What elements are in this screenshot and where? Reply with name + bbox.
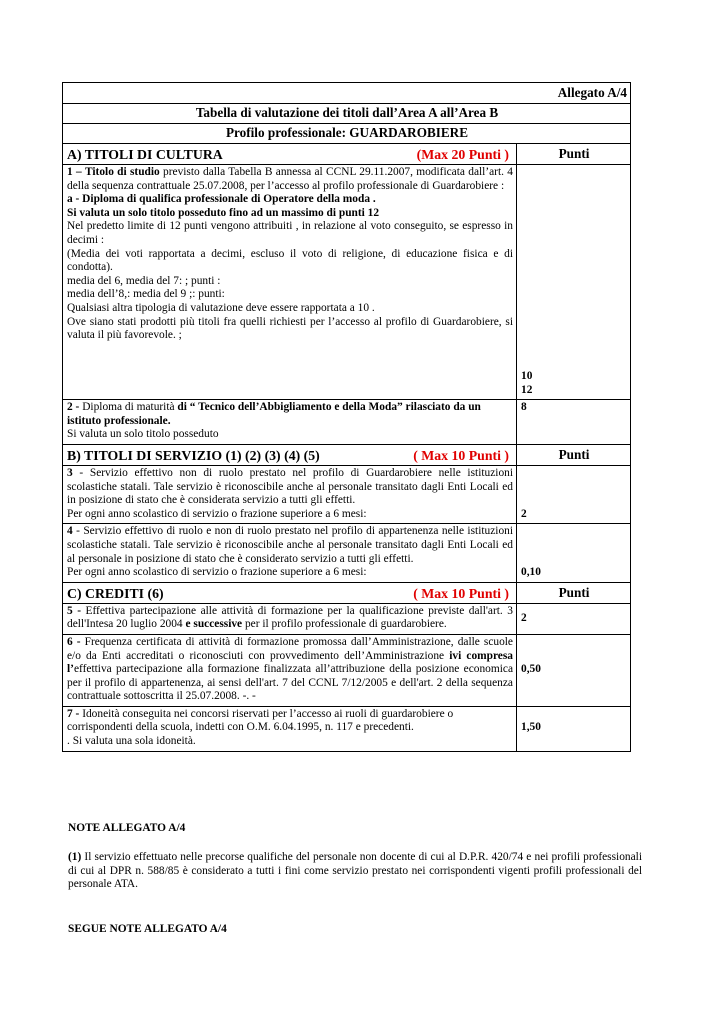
- section-a-header: [63, 144, 631, 165]
- segue-notes-title: SEGUE NOTE ALLEGATO A/4: [68, 923, 227, 935]
- section-a-name: A) TITOLI DI CULTURA: [67, 147, 223, 162]
- section-c-punti: Punti: [517, 582, 631, 603]
- title-row: [63, 104, 631, 124]
- section-c-header: [63, 582, 631, 603]
- section-a-punti: Punti: [517, 144, 631, 165]
- item-2-description: 2 - Diploma di maturità di “ Tecnico dell’Abbigliamento e della Moda” rilasciato da un istituto professionale. Si valuta un solo titolo posseduto: [63, 400, 517, 445]
- item-1-label: Titolo di studio: [84, 166, 160, 178]
- item-3-points: 2: [517, 465, 631, 523]
- item-5-points: 2: [517, 603, 631, 634]
- item-6-points: 0,50: [517, 634, 631, 706]
- table-row: [63, 165, 631, 400]
- item-7-description: 7 - Idoneità conseguita nei concorsi riservati per l’accesso ai ruoli di guardarobiere o corrispondenti della scuola, indetti con O.M. 6.04.1995, n. 117 e precedenti. . Si valuta una sola idoneità.: [63, 706, 517, 751]
- item-7-points: 1,50: [517, 706, 631, 751]
- section-b-punti: Punti: [517, 444, 631, 465]
- note-1: (1) Il servizio effettuato nelle precorse qualifiche del personale non docente di cui al D.P.R. 420/74 e nei profili professionali di cui al DPR n. 588/85 è considerato a tutti i fini come servizio prestato nei corrispondenti vigenti profili professionali del personale ATA.: [68, 851, 642, 891]
- item-2-points: 8: [517, 400, 631, 445]
- item-4-description: 4 - Servizio effettivo di ruolo e non di ruolo prestato nel profilo di appartenenza nelle istituzioni scolastiche statali. Tale servizio è riconoscibile anche al personale transitato dagli Enti Locali ed al personale in posizione di stato che è considerato servizio a tutti gli effetti. Per ogni anno scolastico di servizio o frazione superiore a 6 mesi:: [63, 524, 517, 582]
- table-row: [63, 706, 631, 751]
- table-title: Tabella di valutazione dei titoli dall’Area A all’Area B: [63, 104, 631, 124]
- table-row: [63, 634, 631, 706]
- item-5-description: 5 - Effettiva partecipazione alle attività di formazione per la qualificazione previste dall'art. 3 dell'Intesa 20 luglio 2004 e successive per il profilo professionale di guardarobiere.: [63, 603, 517, 634]
- section-b-header: [63, 444, 631, 465]
- table-row: [63, 465, 631, 523]
- table-row: [63, 524, 631, 582]
- item-1-description: 1 – Titolo di studio previsto dalla Tabella B annessa al CCNL 29.11.2007, modificata dall’art. 4 della sequenza contrattuale 25.07.2008, per l’accesso al profilo professionale di Guardarobiere : a - Diploma di qualifica professionale di Operatore della moda . Si valuta un solo titolo posseduto fino ad un massimo di punti 12 Nel predetto limite di 12 punti vengono attribuiti , in relazione al voto conseguito, se espresso in decimi : (Media dei voti rapportata a decimi, escluso il voto di religione, di educazione fisica e di condotta). media del 6, media del 7: ; punti : media dell’8,: media del 9 ;: punti: Qualsiasi altra tipologia di valutazione deve essere rapportata a 10 . Ove siano stati prodotti più titoli fra quelli richiesti per l’accesso al profilo di Guardarobiere, si valuta il più favorevole. ;: [63, 165, 517, 400]
- section-a-max: (Max 20 Punti ): [416, 147, 509, 162]
- profile-row: [63, 124, 631, 144]
- allegato-label: Allegato A/4: [63, 83, 631, 104]
- item-6-description: 6 - Frequenza certificata di attività di formazione promossa dall’Amministrazione, dalle scuole e/o da Enti accreditati o riconosciuti con provvedimento dell’Amministrazione ivi compresa l’effettiva partecipazione alla formazione finalizzata all’attribuzione della posizione economica per il profilo di appartenenza, ai sensi dell'art. 7 del CCNL 7/12/2005 e dell'art. 2 della sequenza contrattuale sottoscritta il 25.07.2008. -. -: [63, 634, 517, 706]
- table-row: [63, 603, 631, 634]
- section-c-max: ( Max 10 Punti ): [413, 585, 509, 601]
- item-1-points: 10 12: [517, 165, 631, 400]
- section-b-name: B) TITOLI DI SERVIZIO (1) (2) (3) (4) (5): [67, 447, 320, 463]
- section-b-max: ( Max 10 Punti ): [413, 447, 509, 463]
- table-row: [63, 400, 631, 445]
- section-c-name: C) CREDITI (6): [67, 585, 164, 601]
- profile-title: Profilo professionale: GUARDAROBIERE: [63, 124, 631, 144]
- allegato-row: [63, 83, 631, 104]
- item-4-points: 0,10: [517, 524, 631, 582]
- item-3-description: 3 - Servizio effettivo non di ruolo prestato nel profilo di Guardarobiere nelle istituzioni scolastiche statali. Tale servizio è riconoscibile anche al personale transitato dagli Enti Locali ed in posizione di stato che è considerata servizio a tutti gli effetti. Per ogni anno scolastico di servizio o frazione superiore a 6 mesi:: [63, 465, 517, 523]
- notes-title: NOTE ALLEGATO A/4: [68, 822, 186, 834]
- titoli-table: [62, 82, 631, 752]
